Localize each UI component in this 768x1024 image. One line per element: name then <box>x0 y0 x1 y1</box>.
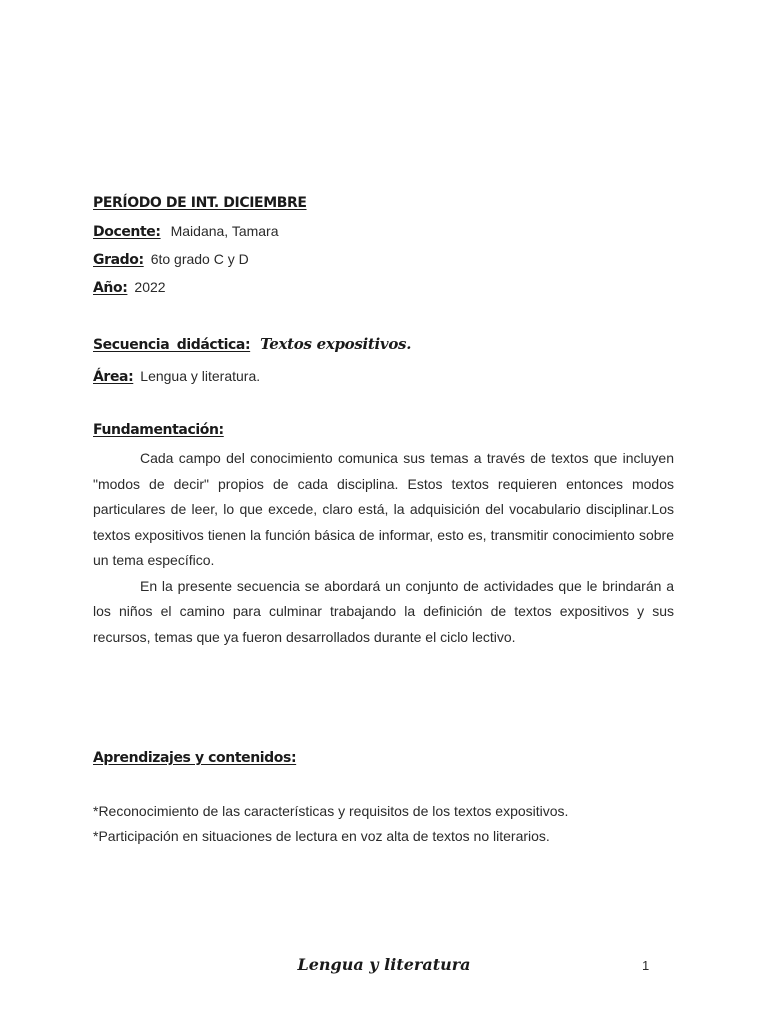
period-heading: PERÍODO DE INT. DICIEMBRE <box>93 195 307 211</box>
area-value: Lengua y literatura. <box>140 368 261 384</box>
aprendizajes-item: *Participación en situaciones de lectura en voz alta de textos no literarios. <box>93 828 550 844</box>
fundamentacion-paragraph: Cada campo del conocimiento comunica sus temas a través de textos que incluyen "modos de decir" propios de cada disciplina. Estos textos requieren entonces modos particulares de leer, lo que excede, claro está, la adquisición del vocabulario disciplinar.Los textos expositivos tienen la función básica de informar, esto es, transmitir conocimiento sobre un tema específico. <box>93 450 674 568</box>
anio-label: Año: <box>93 280 128 296</box>
area-label: Área: <box>93 369 134 385</box>
anio-value: 2022 <box>134 279 166 295</box>
fundamentacion-heading: Fundamentación: <box>93 422 224 438</box>
area-row <box>93 368 260 386</box>
fundamentacion-body <box>93 446 674 650</box>
grado-label: Grado: <box>93 252 144 268</box>
docente-row <box>93 223 279 241</box>
secuencia-value: Textos expositivos. <box>260 335 412 353</box>
aprendizajes-heading: Aprendizajes y contenidos: <box>93 750 297 766</box>
docente-label: Docente: <box>93 224 161 240</box>
footer-title: Lengua y literatura <box>297 955 471 974</box>
aprendizajes-item: *Reconocimiento de las características y requisitos de los textos expositivos. <box>93 803 569 819</box>
grado-value: 6to grado C y D <box>150 251 249 267</box>
anio-row <box>93 279 166 297</box>
fundamentacion-paragraph: En la presente secuencia se abordará un conjunto de actividades que le brindarán a los niños el camino para culminar trabajando la definición de textos expositivos y sus recursos, temas que ya fueron desarrollados durante el ciclo lectivo. <box>93 577 674 645</box>
docente-value: Maidana, Tamara <box>170 223 279 239</box>
secuencia-label: Secuencia didáctica: <box>93 337 251 353</box>
page-number: 1 <box>642 958 650 973</box>
secuencia-row <box>93 335 411 354</box>
grado-row <box>93 251 249 269</box>
